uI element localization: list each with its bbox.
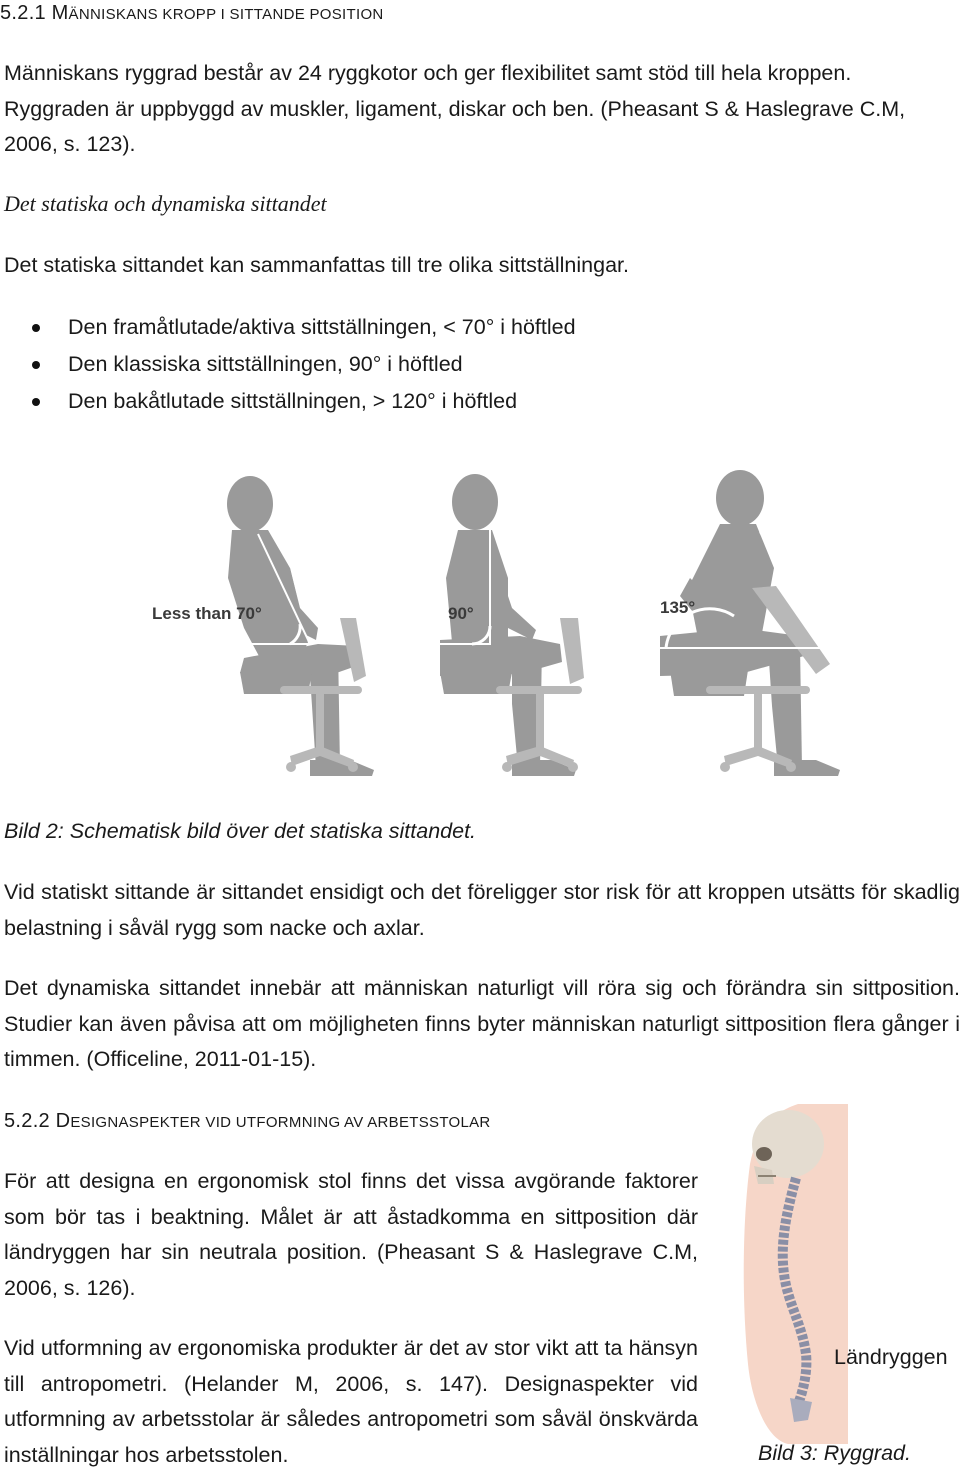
angle-label-90: 90° xyxy=(448,604,474,623)
label-landryggen: Ländryggen xyxy=(834,1345,948,1369)
section-title-initial: M xyxy=(51,2,69,24)
paragraph-dynamic-sitting: Det dynamiska sittandet innebär att människan naturligt vill röra sig och förändra sin sittposition. Studier kan även påvisa att om möjligheten finns byter människan naturligt sittposition flera gånger i timmen. (Officeline, 2011-01-15). xyxy=(4,976,960,1071)
list-item: Den klassiska sittställningen, 90° i höftled xyxy=(0,346,900,383)
intro-line: Människans ryggrad består av 24 ryggkotor och ger flexibilitet samt stöd till hela kroppen. xyxy=(4,61,852,85)
figure-caption-bild-2: Bild 2: Schematisk bild över det statiska sittandet. xyxy=(4,819,477,843)
paragraph-antropometri: Vid utformning av ergonomiska produkter är det av stor vikt att ta hänsyn till antropometri. (Helander M, 2006, s. 147). Designaspekter vid utformning av arbetsstolar är således antropometri som såväl önskvärda inställningar hos arbetsstolen. xyxy=(4,1336,698,1467)
reclined-figure xyxy=(660,470,840,776)
paragraph-static-sitting: Vid statiskt sittande är sittandet ensidigt och det föreligger stor risk för att kroppen utsätts för skadlig belastning i såväl rygg som nacke och axlar. xyxy=(4,880,960,940)
section-title-rest: ÄNNISKANS KROPP I SITTANDE POSITION xyxy=(68,6,384,23)
intro-line: Ryggraden är uppbyggd av muskler, ligament, diskar och ben. (Pheasant S & Haslegrave C.M, xyxy=(4,96,906,121)
angle-label-less-than-70: Less than 70° xyxy=(152,604,262,623)
figure-caption-bild-3: Bild 3: Ryggrad. xyxy=(758,1441,911,1465)
list-item: Den framåtlutade/aktiva sittställningen, < 70° i höftled xyxy=(0,309,900,346)
section-number: 5.2.1 xyxy=(0,2,46,24)
static-intro: Det statiska sittandet kan sammanfattas till tre olika sittställningar. xyxy=(4,253,629,277)
spine-illustration xyxy=(728,1104,848,1444)
section-heading-5-2-1 xyxy=(0,2,384,25)
section-number: 5.2.2 xyxy=(4,1110,50,1132)
list-item: Den bakåtlutade sittställningen, > 120° i höftled xyxy=(0,383,900,420)
sitting-postures-illustration xyxy=(140,468,960,786)
bullet-icon xyxy=(32,361,40,369)
angle-label-135: 135° xyxy=(660,598,696,617)
intro-line: 2006, s. 123). xyxy=(4,132,136,156)
sitting-positions-list xyxy=(0,309,900,420)
bullet-icon xyxy=(32,324,40,332)
section-title-rest: ESIGNASPEKTER VID UTFORMNING AV ARBETSSTOLAR xyxy=(70,1114,491,1131)
bullet-icon xyxy=(32,398,40,406)
upright-figure xyxy=(440,474,576,776)
intro-paragraph xyxy=(4,56,960,163)
section-title-initial: D xyxy=(55,1110,71,1132)
subheading-static-dynamic: Det statiska och dynamiska sittandet xyxy=(4,191,327,216)
paragraph-design-factors: För att designa en ergonomisk stol finns det vissa avgörande faktorer som bör tas i beaktning. Målet är att åstadkomma en sittposition där ländryggen har sin neutrala position. (Pheasant S & Haslegrave C.M, 2006, s. 126). xyxy=(4,1169,698,1300)
section-heading-5-2-2 xyxy=(4,1110,491,1133)
